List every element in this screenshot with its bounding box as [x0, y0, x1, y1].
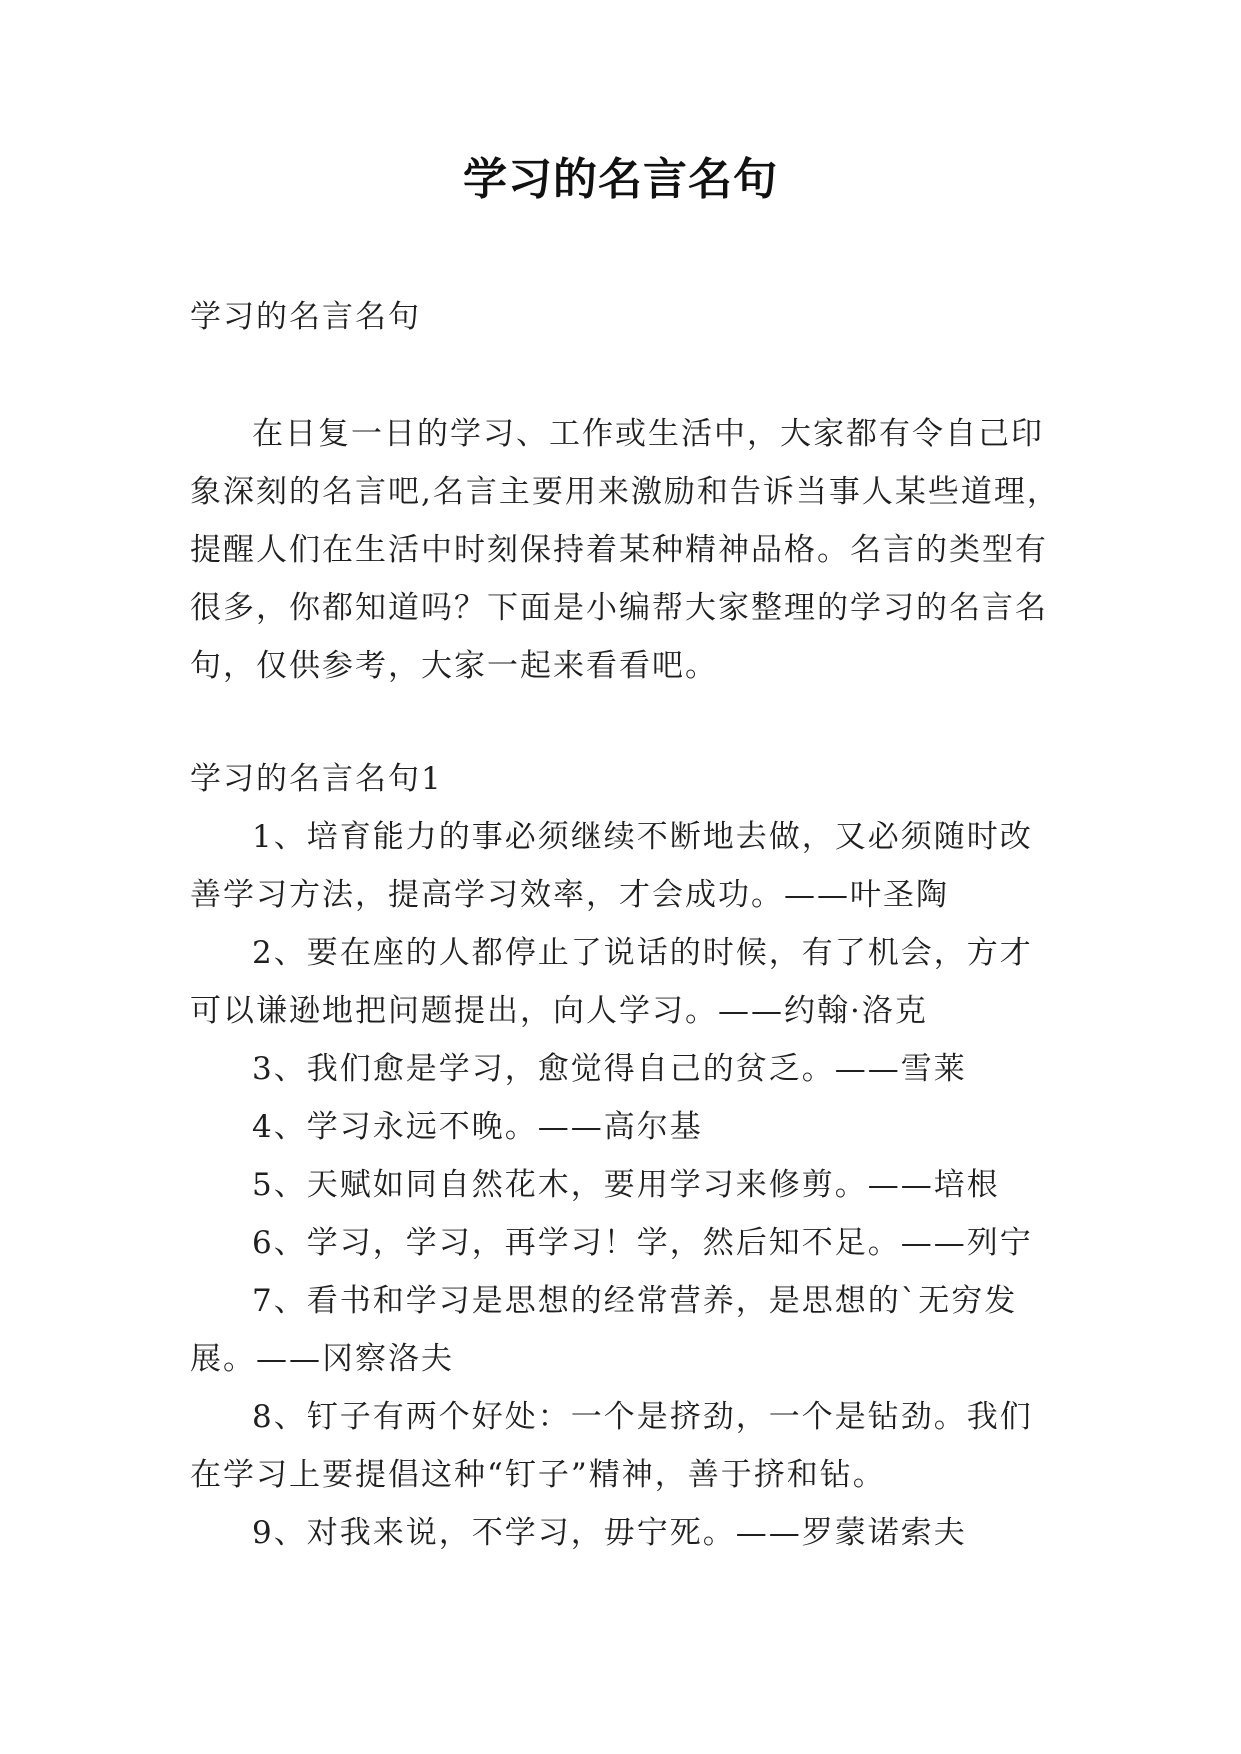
quote-item-2: 2、要在座的人都停止了说话的时候，有了机会，方才可以谦逊地把问题提出，向人学习。——约翰·洛克 [190, 935, 1033, 1029]
section-heading: 学习的名言名句1 [190, 761, 443, 797]
quote-item-9: 9、对我来说，不学习，毋宁死。——罗蒙诺索夫 [252, 1515, 967, 1551]
quote-item-5: 5、天赋如同自然花木，要用学习来修剪。——培根 [252, 1167, 1000, 1203]
quote-item-8: 8、钉子有两个好处：一个是挤劲，一个是钻劲。我们在学习上要提倡这种“钉子”精神，善于挤和钻。 [190, 1399, 1033, 1493]
quote-item-4: 4、学习永远不晚。——高尔基 [252, 1109, 703, 1145]
quote-item-7: 7、看书和学习是思想的经常营养，是思想的`无穷发展。——冈察洛夫 [190, 1283, 1018, 1377]
document-title: 学习的名言名句 [463, 154, 778, 205]
quote-item-1: 1、培育能力的事必须继续不断地去做，又必须随时改善学习方法，提高学习效率，才会成功。——叶圣陶 [190, 819, 1033, 913]
quote-item-6: 6、学习，学习，再学习！学，然后知不足。——列宁 [252, 1225, 1033, 1261]
quote-item-3: 3、我们愈是学习，愈觉得自己的贫乏。——雪莱 [252, 1051, 967, 1087]
intro-paragraph: 在日复一日的学习、工作或生活中，大家都有令自己印象深刻的名言吧,名言主要用来激励和告诉当事人某些道理，提醒人们在生活中时刻保持着某种精神品格。名言的类型有很多，你都知道吗？下面是小编帮大家整理的学习的名言名句，仅供参考，大家一起来看看吧。 [190, 416, 1060, 684]
quote-list [190, 808, 1060, 1562]
document-subtitle: 学习的名言名句 [190, 299, 421, 335]
